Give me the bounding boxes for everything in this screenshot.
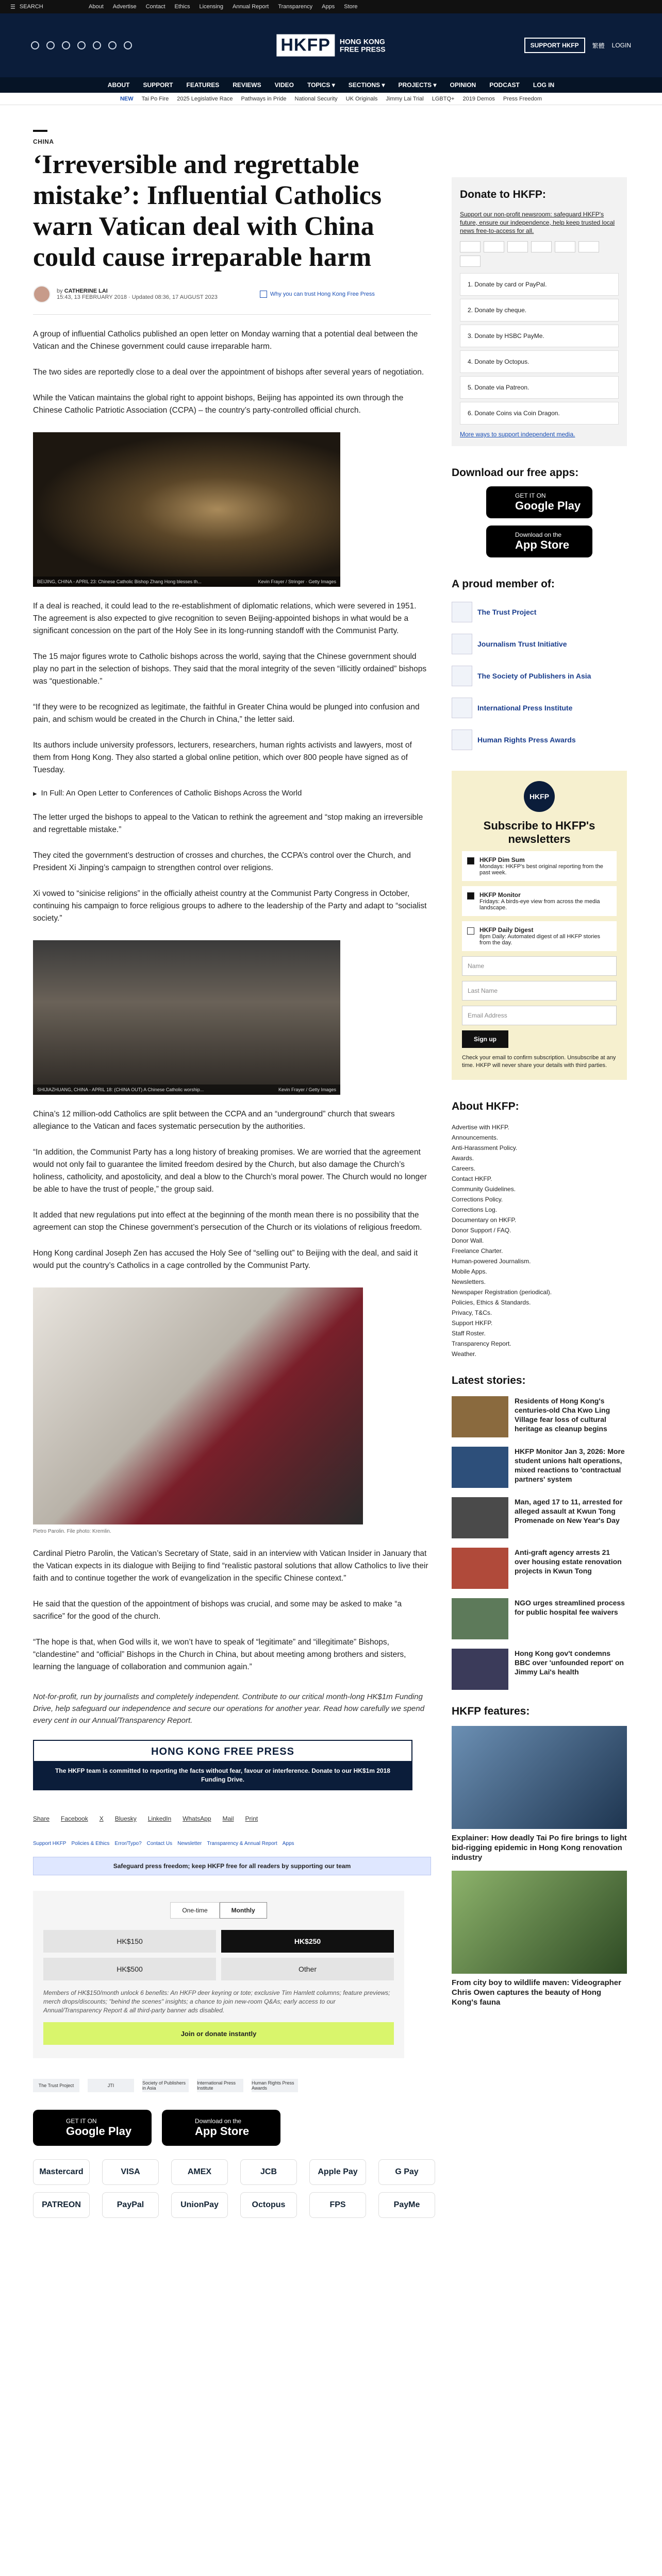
photo-credit: Kevin Frayer / Stringer · Getty Images: [258, 579, 336, 584]
about-link[interactable]: Newspaper Registration (periodical).: [452, 1289, 552, 1296]
about-link[interactable]: Corrections Policy.: [452, 1196, 503, 1203]
app-store-button[interactable]: Download on the App Store: [162, 2110, 280, 2146]
tier-note: Members of HK$150/month unlock 6 benefits: An HKFP deer keyring or tote; exclusive Tim Hamlett columns; feature previews; merch drops/discounts; "behind the scenes" insights; a chance to join new-room Q&As; early access to our Annual/Transparency Report & all third-party banner ads disabled.: [43, 1989, 390, 2014]
article-photo-bishop: [33, 432, 340, 587]
donate-options: [460, 273, 619, 425]
member-name: Human Rights Press Awards: [477, 736, 576, 744]
payment-logo: UnionPay: [171, 2192, 228, 2218]
newsletter-name: HKFP Dim Sum: [479, 856, 525, 863]
latest-story[interactable]: [452, 1497, 627, 1538]
payment-logo: VISA: [102, 2159, 159, 2185]
trending-item[interactable]: UK Originals: [345, 95, 378, 102]
member-logo-icon: [452, 634, 472, 654]
feature-title[interactable]: From city boy to wildlife maven: Videographer Chris Owen captures the beauty of Hong Kong's fauna: [452, 1978, 621, 2007]
newsletter-option[interactable]: [462, 851, 617, 881]
donate-card: [452, 177, 627, 446]
story-thumbnail[interactable]: [452, 1649, 508, 1690]
story-title[interactable]: Man, aged 17 to 11, arrested for alleged assault at Kwun Tong Promenade on New Year's Day: [515, 1498, 623, 1524]
promo-heading: HONG KONG FREE PRESS: [34, 1741, 411, 1761]
newsletter-checkbox[interactable]: [467, 927, 474, 935]
footer-link[interactable]: Policies & Ethics: [71, 1841, 110, 1846]
arrow-icon: ▸: [33, 789, 37, 798]
proud-member: [452, 578, 627, 750]
nav-item[interactable]: REVIEWS: [233, 81, 261, 89]
story-title[interactable]: NGO urges streamlined process for public hospital fee waivers: [515, 1599, 625, 1616]
footer-link[interactable]: Support HKFP: [33, 1841, 67, 1846]
trending-item[interactable]: Pathways in Pride: [241, 95, 287, 102]
member-badge[interactable]: International Press Institute: [197, 2079, 243, 2092]
footer-link[interactable]: Transparency & Annual Report: [207, 1841, 277, 1846]
about-link[interactable]: Community Guidelines.: [452, 1185, 516, 1193]
paragraph-7: Its authors include university professors, lecturers, researchers, human rights activists and lawyers, most of them from Hong Kong. They also started a global online petition, which over 800 people have signed as of Tuesday.: [33, 741, 412, 774]
photo-credit: Kevin Frayer / Getty Images: [278, 1087, 336, 1092]
author-name[interactable]: CATHERINE LAI: [64, 288, 108, 294]
latest-story[interactable]: [452, 1548, 627, 1589]
payment-logo: G Pay: [378, 2159, 435, 2185]
utility-links: [89, 4, 358, 10]
instagram-icon[interactable]: [62, 41, 70, 49]
share-link[interactable]: Mail: [222, 1815, 234, 1822]
member-logo-icon: [452, 698, 472, 718]
newsletter-desc: Mondays: HKFP's best original reporting from the past week.: [479, 863, 603, 876]
language-switch[interactable]: 繁體: [592, 42, 605, 49]
story-title[interactable]: Hong Kong gov't condemns BBC over 'unfounded report' on Jimmy Lai's health: [515, 1649, 624, 1676]
publish-date: 15:43, 13 FEBRUARY 2018 · Updated 08:36, 17 AUGUST 2023: [57, 294, 218, 300]
newsletter-text: [479, 891, 611, 911]
paragraph-12: “In addition, the Communist Party has a long history of breaking promises. We are worried that the agreement would not only fail to guarantee the limited freedom desired by the Church, but also damage the Church’s holiness, catholicity, and apostolicity, and deal a blow to the Church’s moral power. The Church would no longer be able to have the trust of people,” the group said.: [33, 1148, 427, 1194]
sidebar: [452, 105, 627, 2007]
about-link[interactable]: Human-powered Journalism.: [452, 1258, 531, 1265]
about-link[interactable]: Transparency Report.: [452, 1340, 511, 1347]
member-logo-icon: [452, 602, 472, 622]
article-title: ‘Irreversible and regrettable mistake’: Influential Catholics warn Vatican deal with China could cause irreparable harm: [33, 150, 382, 272]
member-logo[interactable]: [452, 666, 627, 686]
youtube-icon[interactable]: [77, 41, 86, 49]
subscribe-note: Check your email to confirm subscription. Unsubscribe at any time. HKFP will never share your details with third parties.: [462, 1055, 616, 1069]
article-photo-parolin: [33, 1287, 363, 1524]
footer-link[interactable]: Contact Us: [146, 1841, 173, 1846]
newsletter-name: HKFP Daily Digest: [479, 926, 534, 934]
utility-link[interactable]: Apps: [322, 4, 335, 10]
footer-badges: [33, 2079, 431, 2092]
donate-option[interactable]: 1. Donate by card or PayPal.: [460, 273, 619, 296]
paragraph-2: The two sides are reportedly close to a deal over the appointment of bishops after several years of negotiation.: [33, 368, 424, 377]
nav-item[interactable]: PODCAST: [489, 81, 520, 89]
name-field[interactable]: Name: [462, 956, 617, 976]
payment-logo: JCB: [240, 2159, 297, 2185]
about-link[interactable]: Contact HKFP.: [452, 1175, 492, 1182]
search-link[interactable]: SEARCH: [19, 4, 43, 10]
sidebar-apps: [452, 467, 627, 557]
donate-intro[interactable]: Support our non-profit newsroom: safeguard HKFP's future, ensure our independence, help keep trusted local news free-to-access for all.: [460, 211, 615, 234]
hkfp-promo-box[interactable]: [33, 1740, 412, 1790]
byline: [33, 285, 431, 303]
footer-link[interactable]: Error/Typo?: [114, 1841, 142, 1846]
story-title[interactable]: Anti-graft agency arrests 21 over housing estate renovation projects in Kwun Tong: [515, 1548, 622, 1575]
utility-link[interactable]: Store: [344, 4, 358, 10]
member-logo[interactable]: [452, 602, 627, 622]
about-link[interactable]: Corrections Log.: [452, 1206, 498, 1213]
newsletter-text: [479, 926, 611, 946]
story-thumbnail[interactable]: [452, 1598, 508, 1639]
newsletter-option[interactable]: [462, 886, 617, 916]
newsletter-name: HKFP Monitor: [479, 891, 521, 899]
feature-image[interactable]: [452, 1871, 627, 1974]
last-name-field[interactable]: Last Name: [462, 981, 617, 1001]
author-by: by: [57, 288, 63, 294]
newsletter-checkbox[interactable]: [467, 857, 474, 865]
donate-payment-icons: [460, 241, 619, 267]
nav-item[interactable]: LOG IN: [533, 81, 555, 89]
nav-item[interactable]: VIDEO: [274, 81, 294, 89]
payment-logo: PATREON: [33, 2192, 90, 2218]
amex-icon: [507, 241, 528, 252]
footer-link[interactable]: Newsletter: [177, 1841, 202, 1846]
features-heading: HKFP features:: [452, 1705, 530, 1717]
share-link[interactable]: LinkedIn: [147, 1815, 172, 1822]
member-logo-icon: [452, 666, 472, 686]
menu-icon[interactable]: ☰: [10, 4, 15, 10]
trending-item[interactable]: Press Freedom: [503, 95, 542, 102]
member-badge[interactable]: JTI: [88, 2079, 134, 2092]
story-title[interactable]: Residents of Hong Kong's centuries-old Cha Kwo Ling Village fear loss of cultural heritage as cleanup begins: [515, 1397, 610, 1433]
utility-link[interactable]: Annual Report: [232, 4, 269, 10]
article-main: [33, 105, 431, 2218]
feature-title[interactable]: Explainer: How deadly Tai Po fire brings to light bid-rigging epidemic in Hong Kong renovation industry: [452, 1834, 627, 1862]
article-photo-worship: [33, 940, 340, 1095]
safeguard-banner[interactable]: Safeguard press freedom; keep HKFP free for all readers by supporting our team: [33, 1857, 431, 1875]
about-link[interactable]: Newsletters.: [452, 1278, 486, 1285]
paragraph-14: Hong Kong cardinal Joseph Zen has accused the Holy See of “selling out” to Beijing with the deal, and said it would put the country’s Catholics in a cage controlled by the Communist Party.: [33, 1249, 418, 1270]
member-logo-icon: [452, 730, 472, 750]
google-play-button[interactable]: GET IT ON Google Play: [33, 2110, 152, 2146]
latest-stories: [452, 1375, 627, 1690]
trending-item[interactable]: LGBTQ+: [432, 95, 455, 102]
google-play-button[interactable]: GET IT ON Google Play: [486, 486, 592, 518]
about-link[interactable]: Donor Wall.: [452, 1237, 484, 1244]
x-icon[interactable]: [46, 41, 55, 49]
apps-heading: Download our free apps:: [452, 467, 579, 479]
latest-story[interactable]: [452, 1598, 627, 1639]
member-badge[interactable]: The Trust Project: [33, 2079, 79, 2092]
about-link[interactable]: Donor Support / FAQ.: [452, 1227, 511, 1234]
payment-logo: AMEX: [171, 2159, 228, 2185]
member-name: The Society of Publishers in Asia: [477, 672, 591, 680]
embedded-link-text: In Full: An Open Letter to Conferences of Catholic Bishops Across the World: [41, 789, 302, 798]
trending-new-label: NEW: [120, 95, 134, 102]
member-logo[interactable]: [452, 730, 627, 750]
paragraph-1: A group of influential Catholics published an open letter on Monday warning that a potential deal between the Vatican and the Chinese government could cause irreparable harm.: [33, 330, 418, 351]
frequency-toggle: [33, 1902, 404, 1919]
about-link[interactable]: Careers.: [452, 1165, 476, 1172]
about-link[interactable]: Mobile Apps.: [452, 1268, 487, 1275]
author-avatar: [33, 285, 51, 303]
payment-logo: Octopus: [240, 2192, 297, 2218]
nav-item[interactable]: ABOUT: [107, 81, 130, 89]
mastercard-icon: [460, 241, 481, 252]
proud-heading: A proud member of:: [452, 578, 555, 590]
amount-options: [43, 1930, 394, 1980]
mail-icon[interactable]: [124, 41, 132, 49]
share-link[interactable]: Bluesky: [114, 1815, 137, 1822]
embedded-link[interactable]: [33, 789, 431, 798]
member-logo[interactable]: [452, 698, 627, 718]
paragraph-5: The 15 major figures wrote to Catholic bishops across the world, saying that the Chinese government should play no part in the selection of bishops. They said that the moral integrity of the seven “illicitly ordained” bishops was “questionable.”: [33, 652, 427, 686]
payment-logo: PayPal: [102, 2192, 159, 2218]
latest-story[interactable]: [452, 1447, 627, 1488]
unionpay-icon: [555, 241, 575, 252]
visa-icon: [484, 241, 504, 252]
site-header: [0, 13, 662, 77]
story-thumbnail[interactable]: [452, 1396, 508, 1437]
footer-app-buttons: [33, 2110, 431, 2146]
member-name: The Trust Project: [477, 608, 537, 616]
member-badge[interactable]: Human Rights Press Awards: [252, 2079, 298, 2092]
trending-bar: [0, 93, 662, 105]
tab-one-time[interactable]: One-time: [170, 1902, 219, 1919]
utility-link[interactable]: Licensing: [199, 4, 223, 10]
trending-item[interactable]: Jimmy Lai Trial: [386, 95, 424, 102]
support-note: Not-for-profit, run by journalists and completely independent. Contribute to our critical month-long HK$1m Funding Drive, help safeguard our independence and secure our operations for another year. Read how carefully we spend every cent in our Annual/Transparency Report.: [33, 1692, 425, 1725]
amount-option[interactable]: HK$150: [43, 1930, 216, 1953]
paragraph-8: The letter urged the bishops to appeal to the Vatican to rethink the agreement and “stop making an irreversible and regrettable mistake.”: [33, 813, 423, 834]
amount-option-selected[interactable]: HK$250: [221, 1930, 394, 1953]
site-logo[interactable]: [276, 35, 385, 57]
donate-option[interactable]: 5. Donate via Patreon.: [460, 376, 619, 399]
social-icons: [31, 41, 132, 49]
story-thumbnail[interactable]: [452, 1447, 508, 1488]
photo-caption: BEIJING, CHINA - APRIL 23: Chinese Catholic Bishop Zhang Hong blesses th...: [37, 579, 202, 584]
paragraph-10: Xi vowed to “sinicise religions” in the officially atheist country at the Communist Party Congress in October, continuing his campaign to force religious groups to adhere to the leadership of the Party and adapt to “socialist society.”: [33, 889, 427, 923]
newsletter-desc: Fridays: A birds-eye view from across the media landscape.: [479, 899, 600, 911]
jcb-icon: [531, 241, 552, 252]
paragraph-17: “The hope is that, when God wills it, we won’t have to speak of “legitimate” and “illegitimate” Bishops, “clandestine” and “official” Bishops in the Church in China, but about meeting among brothers and sisters, learning the language of collaboration and communion again.”: [33, 1638, 406, 1671]
subscribe-heading: Subscribe to HKFP's newsletters: [483, 819, 595, 845]
article-category[interactable]: CHINA: [33, 138, 54, 145]
promo-body: The HKFP team is committed to reporting the facts without fear, favour or interference. Donate to our HK$1m 2018 Funding Drive.: [34, 1761, 411, 1789]
story-title[interactable]: HKFP Monitor Jan 3, 2026: More student unions halt operations, mixed reactions to 'contractual partners' system: [515, 1447, 625, 1483]
logo-line-1: HONG KONG: [339, 37, 385, 45]
main-nav: [0, 77, 662, 93]
app-store-button[interactable]: Download on the App Store: [486, 526, 592, 557]
amount-option-other[interactable]: Other: [221, 1958, 394, 1980]
nav-item[interactable]: OPINION: [450, 81, 476, 89]
about-link[interactable]: Awards.: [452, 1155, 474, 1162]
sign-up-button[interactable]: Sign up: [462, 1030, 508, 1048]
share-link[interactable]: X: [99, 1815, 104, 1822]
nav-item[interactable]: TOPICS ▾: [307, 81, 335, 89]
utility-link[interactable]: About: [89, 4, 104, 10]
trust-link[interactable]: [260, 291, 375, 298]
about-hkfp: [452, 1100, 627, 1359]
trending-item[interactable]: National Security: [294, 95, 338, 102]
donate-form: [33, 1891, 404, 2058]
kicker-rule: [33, 130, 47, 132]
support-hkfp-button[interactable]: SUPPORT HKFP: [524, 38, 585, 53]
more-ways-link[interactable]: More ways to support independent media.: [460, 431, 575, 438]
about-link[interactable]: Announcements.: [452, 1134, 499, 1141]
paragraph-9: They cited the government’s destruction of crosses and churches, the CCPA’s control over the Church, and President Xi Jinping’s campaign to strengthen control over religions.: [33, 851, 411, 872]
payment-logos: [33, 2159, 431, 2218]
photo-caption: Pietro Parolin. File photo: Kremlin.: [33, 1529, 111, 1534]
utility-link[interactable]: Transparency: [278, 4, 313, 10]
trust-link-text: Why you can trust Hong Kong Free Press: [270, 291, 375, 297]
about-heading: About HKFP:: [452, 1100, 519, 1112]
about-link[interactable]: Weather.: [452, 1350, 476, 1358]
nav-item[interactable]: SECTIONS ▾: [348, 81, 385, 89]
logo-mark: HKFP: [276, 35, 335, 57]
newsletter-text: [479, 856, 611, 876]
latest-story[interactable]: [452, 1649, 627, 1690]
telegram-icon[interactable]: [108, 41, 117, 49]
payment-logo: FPS: [309, 2192, 366, 2218]
paragraph-4: If a deal is reached, it could lead to the re-establishment of diplomatic relations, which were severed in 1951. The agreement is also expected to give recognition to seven Beijing-appointed bishops in what would be a significant concession on the part of the Holy See in its long-running standoff with the Communist Party.: [33, 602, 417, 635]
payment-logo: PayMe: [378, 2192, 435, 2218]
share-row: [33, 1815, 431, 1822]
top-utility-bar: [0, 0, 662, 13]
paragraph-11: China’s 12 million-odd Catholics are split between the CCPA and an “underground” church that swears allegiance to the Vatican and faces systematic persecution by the authorities.: [33, 1110, 395, 1131]
about-link[interactable]: Anti-Harassment Policy.: [452, 1144, 518, 1151]
trending-item[interactable]: Tai Po Fire: [141, 95, 169, 102]
payment-logo: Apple Pay: [309, 2159, 366, 2185]
trending-item[interactable]: 2025 Legislative Race: [177, 95, 233, 102]
footer-link[interactable]: Apps: [282, 1841, 294, 1846]
donate-option[interactable]: 6. Donate Coins via Coin Dragon.: [460, 402, 619, 425]
nav-item[interactable]: FEATURES: [186, 81, 220, 89]
nav-item[interactable]: PROJECTS ▾: [398, 81, 437, 89]
about-link[interactable]: Privacy, T&Cs.: [452, 1309, 492, 1316]
member-name: Journalism Trust Initiative: [477, 640, 567, 648]
newsletter-option[interactable]: [462, 921, 617, 951]
donate-option[interactable]: 4. Donate by Octopus.: [460, 350, 619, 373]
about-link[interactable]: Freelance Charter.: [452, 1247, 503, 1255]
applepay-icon: [578, 241, 599, 252]
newsletter-checkbox[interactable]: [467, 892, 474, 900]
logo-line-2: FREE PRESS: [339, 45, 386, 53]
about-link[interactable]: Advertise with HKFP.: [452, 1124, 509, 1131]
paragraph-16: He said that the question of the appointment of bishops was crucial, and some may be asked to make “a sacrifice” for the good of the church.: [33, 1600, 402, 1621]
hkfp-badge: HKFP: [524, 781, 555, 812]
feature-item[interactable]: [452, 1726, 627, 1862]
story-thumbnail[interactable]: [452, 1548, 508, 1589]
share-link[interactable]: Print: [245, 1815, 258, 1822]
utility-link[interactable]: Contact: [145, 4, 166, 10]
hkfp-features: [452, 1705, 627, 2007]
paragraph-15: Cardinal Pietro Parolin, the Vatican’s Secretary of State, said in an interview with Vatican Insider in January that the Vatican expects in its dialogue with Beijing to find “realistic pastoral solutions that allow Catholics to live their faith and to continue together the work of evangelization in the specific Chinese context.”: [33, 1549, 428, 1583]
gpay-icon: [460, 256, 481, 267]
latest-story[interactable]: [452, 1396, 627, 1437]
login-link[interactable]: LOGIN: [611, 42, 631, 49]
latest-heading: Latest stories:: [452, 1375, 526, 1386]
paragraph-13: It added that new regulations put into effect at the beginning of the month mean there is no possibility that the agreement can stop the Chinese government’s persecution of the Church or its violations of religious freedom.: [33, 1211, 422, 1232]
amount-option[interactable]: HK$500: [43, 1958, 216, 1980]
tab-monthly[interactable]: Monthly: [220, 1902, 267, 1919]
trust-icon: [260, 291, 267, 298]
story-thumbnail[interactable]: [452, 1497, 508, 1538]
share-link[interactable]: Facebook: [61, 1815, 88, 1822]
paragraph-3: While the Vatican maintains the global right to appoint bishops, Beijing has appointed its own through the Chinese Catholic Patriotic Association (CCPA) – the country’s party-controlled official church.: [33, 394, 404, 415]
nav-item[interactable]: SUPPORT: [143, 81, 173, 89]
newsletter-signup: [452, 771, 627, 1080]
payment-logo: Mastercard: [33, 2159, 90, 2185]
about-link[interactable]: Documentary on HKFP.: [452, 1216, 517, 1224]
join-donate-button[interactable]: Join or donate instantly: [43, 2022, 394, 2045]
paragraph-6: “If they were to be recognized as legitimate, the faithful in Greater China would be plunged into confusion and pain, and schism would be created in the Church in China,” the letter said.: [33, 703, 420, 724]
share-link[interactable]: WhatsApp: [183, 1815, 211, 1822]
about-link[interactable]: Policies, Ethics & Standards.: [452, 1299, 531, 1306]
facebook-icon[interactable]: [31, 41, 39, 49]
utility-link[interactable]: Ethics: [174, 4, 190, 10]
email-field[interactable]: Email Address: [462, 1006, 617, 1025]
linkedin-icon[interactable]: [93, 41, 101, 49]
member-badge[interactable]: Society of Publishers in Asia: [142, 2079, 189, 2092]
member-logo[interactable]: [452, 634, 627, 654]
donate-option[interactable]: 2. Donate by cheque.: [460, 299, 619, 321]
donate-option[interactable]: 3. Donate by HSBC PayMe.: [460, 325, 619, 347]
byline-divider: [33, 314, 431, 315]
photo-caption: SHIJIAZHUANG, CHINA - APRIL 18: (CHINA OUT) A Chinese Catholic worship...: [37, 1087, 204, 1092]
member-name: International Press Institute: [477, 704, 573, 712]
footer-links-row: [33, 1841, 431, 1846]
about-link[interactable]: Staff Roster.: [452, 1330, 486, 1337]
newsletter-desc: 8pm Daily: Automated digest of all HKFP stories from the day.: [479, 934, 600, 946]
utility-link[interactable]: Advertise: [112, 4, 137, 10]
feature-item[interactable]: [452, 1871, 627, 2007]
header-actions: [524, 38, 631, 53]
about-link[interactable]: Support HKFP.: [452, 1319, 493, 1327]
trending-item[interactable]: 2019 Demos: [462, 95, 495, 102]
feature-image[interactable]: [452, 1726, 627, 1829]
donate-heading: Donate to HKFP:: [460, 189, 546, 200]
share-label: Share: [33, 1815, 50, 1822]
